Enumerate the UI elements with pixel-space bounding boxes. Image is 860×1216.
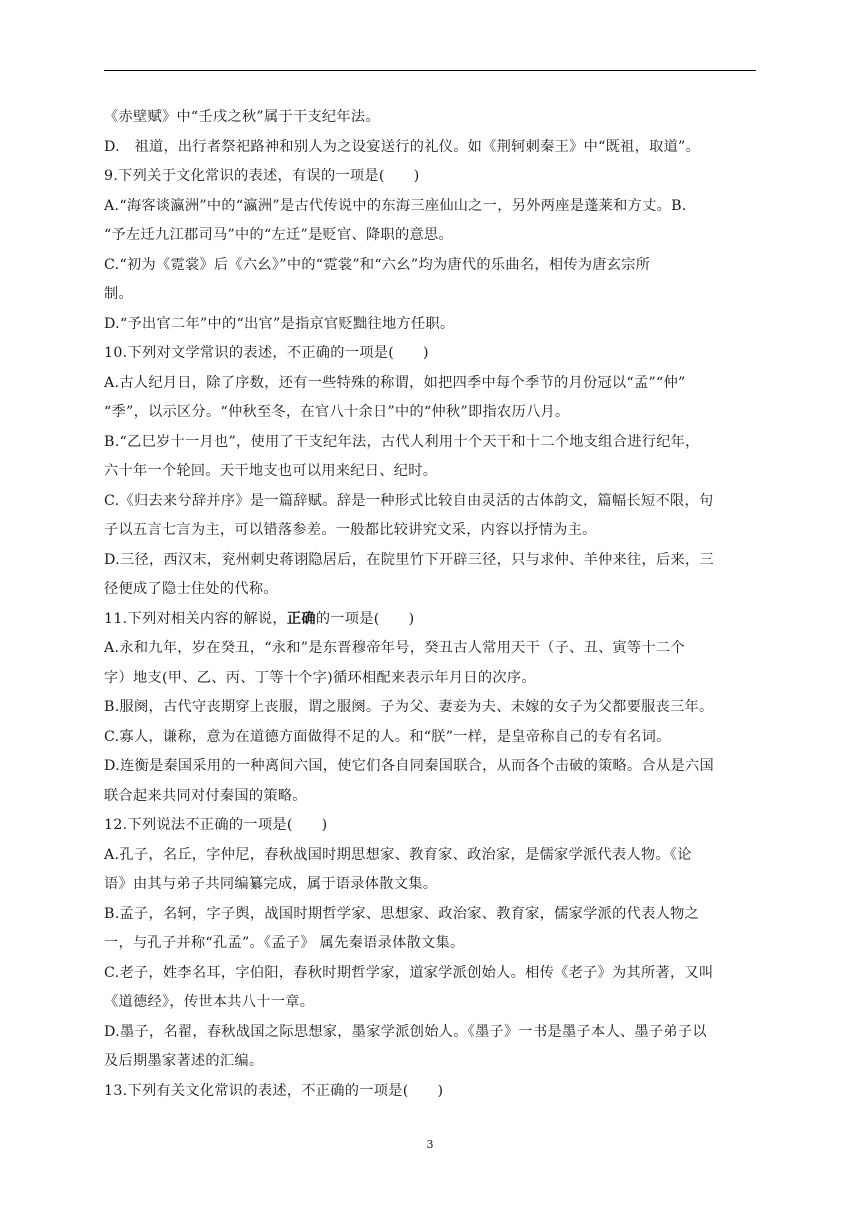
text-line: 联合起来共同对付秦国的策略。 [104, 787, 307, 804]
text-line: C.老子，姓李名耳，字伯阳，春秋时期哲学家，道家学派创始人。相传《老子》为其所著，又叫 [104, 964, 714, 981]
document-body [104, 103, 756, 1106]
text-line: “予左迁九江郡司马”中的“左迁”是贬官、降职的意思。 [104, 227, 453, 243]
text-line: D.连衡是秦国采用的一种离间六国，使它们各自同秦国联合，从而各个击破的策略。合从是六国 [104, 758, 714, 774]
text-line: A.永和九年，岁在癸丑，“永和”是东晋穆帝年号，癸丑古人常用天干（子、丑、寅等十二个 [104, 640, 685, 656]
question-9-stem: 9.下列关于文化常识的表述，有误的一项是( ) [104, 168, 420, 184]
text-line: 径便成了隐士住处的代称。 [104, 581, 278, 597]
text-line: 制。 [104, 286, 133, 302]
text-line: C.寡人，谦称，意为在道德方面做得不足的人。和“朕”一样，是皇帝称自己的专有名词。 [104, 728, 671, 745]
text-line: D.“予出官二年”中的“出官”是指京官贬黜往地方任职。 [104, 315, 455, 332]
text-line: D.三径，西汉末，兖州刺史蒋诩隐居后，在院里竹下开辟三径，只与求仲、羊仲来往，后来，三 [104, 551, 714, 568]
text-line: 字）地支(甲、乙、丙、丁等十个字)循环相配来表示年月日的次序。 [104, 669, 536, 686]
text-line: D.墨子，名翟，春秋战国之际思想家，墨家学派创始人。《墨子》一书是墨子本人、墨子弟子以 [104, 1023, 707, 1040]
text-line: 及后期墨家著述的汇编。 [104, 1053, 264, 1069]
text-line: 六十年一个轮回。天干地支也可以用来纪日、纪时。 [104, 463, 438, 479]
question-11-stem [104, 605, 756, 635]
text-line: C.“初为《霓裳》后《六幺》”中的“霓裳”和“六幺”均为唐代的乐曲名，相传为唐玄宗所 [104, 256, 651, 273]
text-line: 语》由其与弟子共同编纂完成，属于语录体散文集。 [104, 876, 438, 892]
text-line: B.服阕，古代守丧期穿上丧服，谓之服阕。子为父、妻妾为夫、未嫁的女子为父都要服丧三年。 [104, 699, 714, 715]
question-10-stem: 10.下列对文学常识的表述，不正确的一项是( ) [104, 345, 429, 361]
text-line: D. 祖道，出行者祭祀路神和别人为之设宴送行的礼仪。如《荆轲刺秦王》中“既祖，取道”。 [104, 138, 701, 155]
text-line: 《赤壁赋》中“壬戌之秋”属于干支纪年法。 [104, 109, 380, 125]
text-line: “季”，以示区分。“仲秋至冬，在官八十余日”中的“仲秋”即指农历八月。 [104, 404, 570, 420]
text-line: B.孟子，名轲，字子舆，战国时期哲学家、思想家、政治家、教育家，儒家学派的代表人物之 [104, 905, 700, 922]
text-line: B.“乙巳岁十一月也”，使用了干支纪年法，古代人利用十个天干和十二个地支组合进行纪年， [104, 433, 700, 450]
question-12-stem: 12.下列说法不正确的一项是( ) [104, 817, 328, 833]
text-line: 《道德经》，传世本共八十一章。 [104, 994, 315, 1010]
page-number: 3 [426, 1138, 434, 1151]
text-line: A.孔子，名丘，字仲尼，春秋战国时期思想家、教育家、政治家，是儒家学派代表人物。《论 [104, 846, 692, 863]
header-rule [104, 70, 756, 71]
question-11-stem-lead: 11.下列对相关内容的解说， [104, 610, 287, 627]
question-11-emphasis: 正确 [286, 610, 316, 627]
text-line: A.“海客谈瀛洲”中的“瀛洲”是古代传说中的东海三座仙山之一，另外两座是蓬莱和方丈。B. [104, 197, 687, 214]
text-line: 子以五言七言为主，可以错落参差。一般都比较讲究文采，内容以抒情为主。 [104, 522, 597, 538]
question-13-stem: 13.下列有关文化常识的表述，不正确的一项是( ) [104, 1082, 444, 1099]
text-line: A.古人纪月日，除了序数，还有一些特殊的称谓，如把四季中每个季节的月份冠以“孟”“仲” [104, 374, 686, 391]
text-line: C.《归去来兮辞并序》是一篇辞赋。辞是一种形式比较自由灵活的古体韵文，篇幅长短不限，句 [104, 492, 714, 509]
question-11-stem-tail: 的一项是( ) [315, 610, 415, 627]
text-line: 一，与孔子并称“孔孟”。《孟子》 属先秦语录体散文集。 [104, 935, 465, 951]
